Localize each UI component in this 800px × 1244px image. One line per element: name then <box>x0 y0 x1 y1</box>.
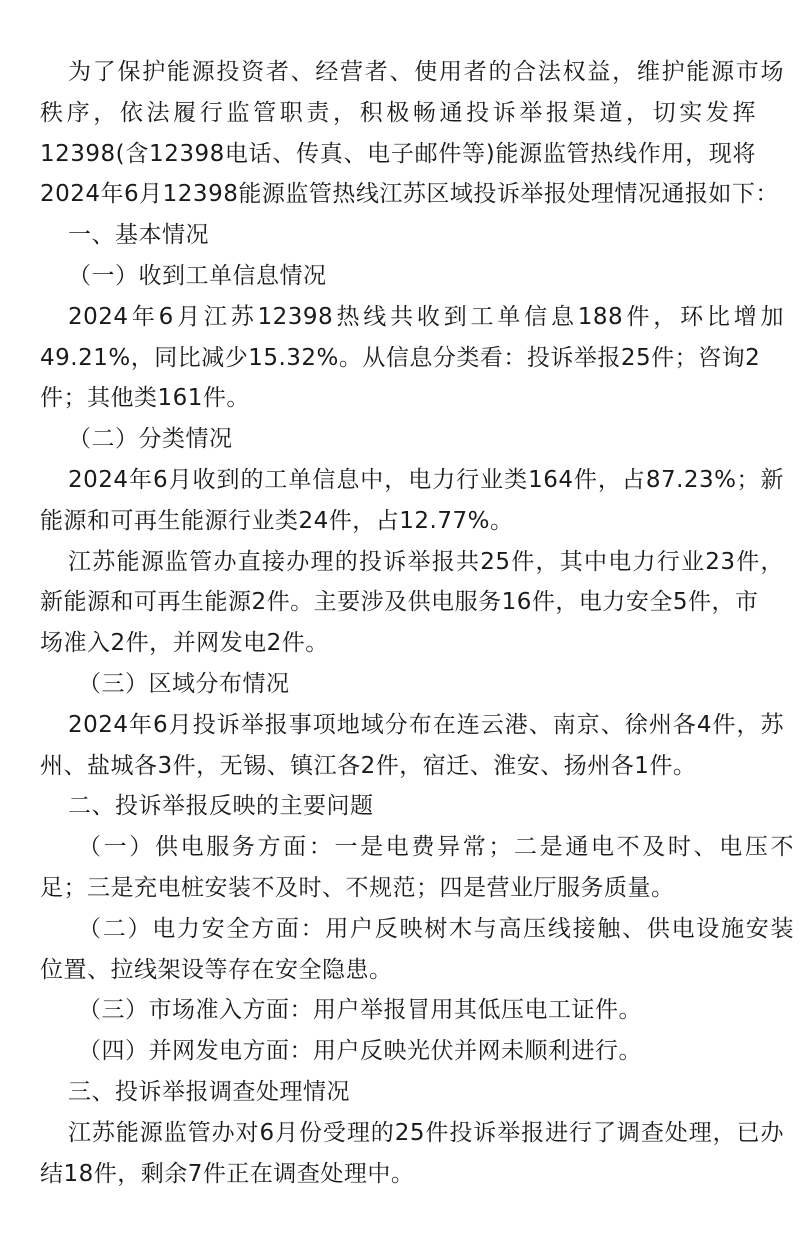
section-heading-main-issues: 二、投诉举报反映的主要问题 <box>68 793 374 820</box>
paragraph-investigation-line-1: 江苏能源监管办对6月份受理的25件投诉举报进行了调查处理，已办 <box>68 1119 784 1146</box>
paragraph-intro-line-1: 为了保护能源投资者、经营者、使用者的合法权益，维护能源市场 <box>68 59 784 85</box>
paragraph-regional-line-2: 州、盐城各3件，无锡、镇江各2件，宿迁、淮安、扬州各1件。 <box>40 752 697 779</box>
paragraph-work-orders-line-2: 49.21%，同比减少15.32%。从信息分类看：投诉举报25件；咨询2 <box>40 344 761 371</box>
section-heading-basic: 一、基本情况 <box>68 222 209 249</box>
paragraph-market-access: （三）市场准入方面：用户举报冒用其低压电工证件。 <box>78 997 642 1024</box>
paragraph-power-service-line-1: （一）供电服务方面：一是电费异常；二是通电不及时、电压不 <box>78 834 794 861</box>
paragraph-work-orders-line-3: 件；其他类161件。 <box>40 385 250 412</box>
paragraph-work-orders-line-1: 2024年6月江苏12398热线共收到工单信息188件，环比增加 <box>68 303 784 330</box>
paragraph-intro-line-3: 12398(含12398电话、传真、电子邮件等)能源监管热线作用，现将 <box>40 140 756 167</box>
subsection-heading-regional: （三）区域分布情况 <box>78 670 290 697</box>
paragraph-investigation-line-2: 结18件，剩余7件正在调查处理中。 <box>40 1160 415 1187</box>
paragraph-direct-handling-line-3: 场准入2件，并网发电2件。 <box>40 630 329 657</box>
paragraph-direct-handling-line-2: 新能源和可再生能源2件。主要涉及供电服务16件，电力安全5件，市 <box>40 589 759 616</box>
paragraph-classification-line-2: 能源和可再生能源行业类24件，占12.77%。 <box>40 507 514 534</box>
paragraph-grid-connection: （四）并网发电方面：用户反映光伏并网未顺利进行。 <box>78 1038 642 1065</box>
paragraph-intro-line-2: 秩序，依法履行监管职责，积极畅通投诉举报渠道，切实发挥 <box>40 99 756 126</box>
paragraph-power-service-line-2: 足；三是充电桩安装不及时、不规范；四是营业厅服务质量。 <box>40 874 675 901</box>
paragraph-power-safety-line-2: 位置、拉线架设等存在安全隐患。 <box>40 956 393 983</box>
paragraph-classification-line-1: 2024年6月收到的工单信息中，电力行业类164件，占87.23%；新 <box>68 466 784 493</box>
paragraph-direct-handling-line-1: 江苏能源监管办直接办理的投诉举报共25件，其中电力行业23件， <box>68 548 784 575</box>
section-heading-investigation: 三、投诉举报调查处理情况 <box>68 1078 350 1105</box>
subsection-heading-work-orders: （一）收到工单信息情况 <box>68 262 327 289</box>
subsection-heading-classification: （二）分类情况 <box>68 426 233 453</box>
paragraph-regional-line-1: 2024年6月投诉举报事项地域分布在连云港、南京、徐州各4件，苏 <box>68 711 784 738</box>
paragraph-intro-line-4: 2024年6月12398能源监管热线江苏区域投诉举报处理情况通报如下： <box>40 181 779 208</box>
paragraph-power-safety-line-1: （二）电力安全方面：用户反映树木与高压线接触、供电设施安装 <box>78 915 794 942</box>
